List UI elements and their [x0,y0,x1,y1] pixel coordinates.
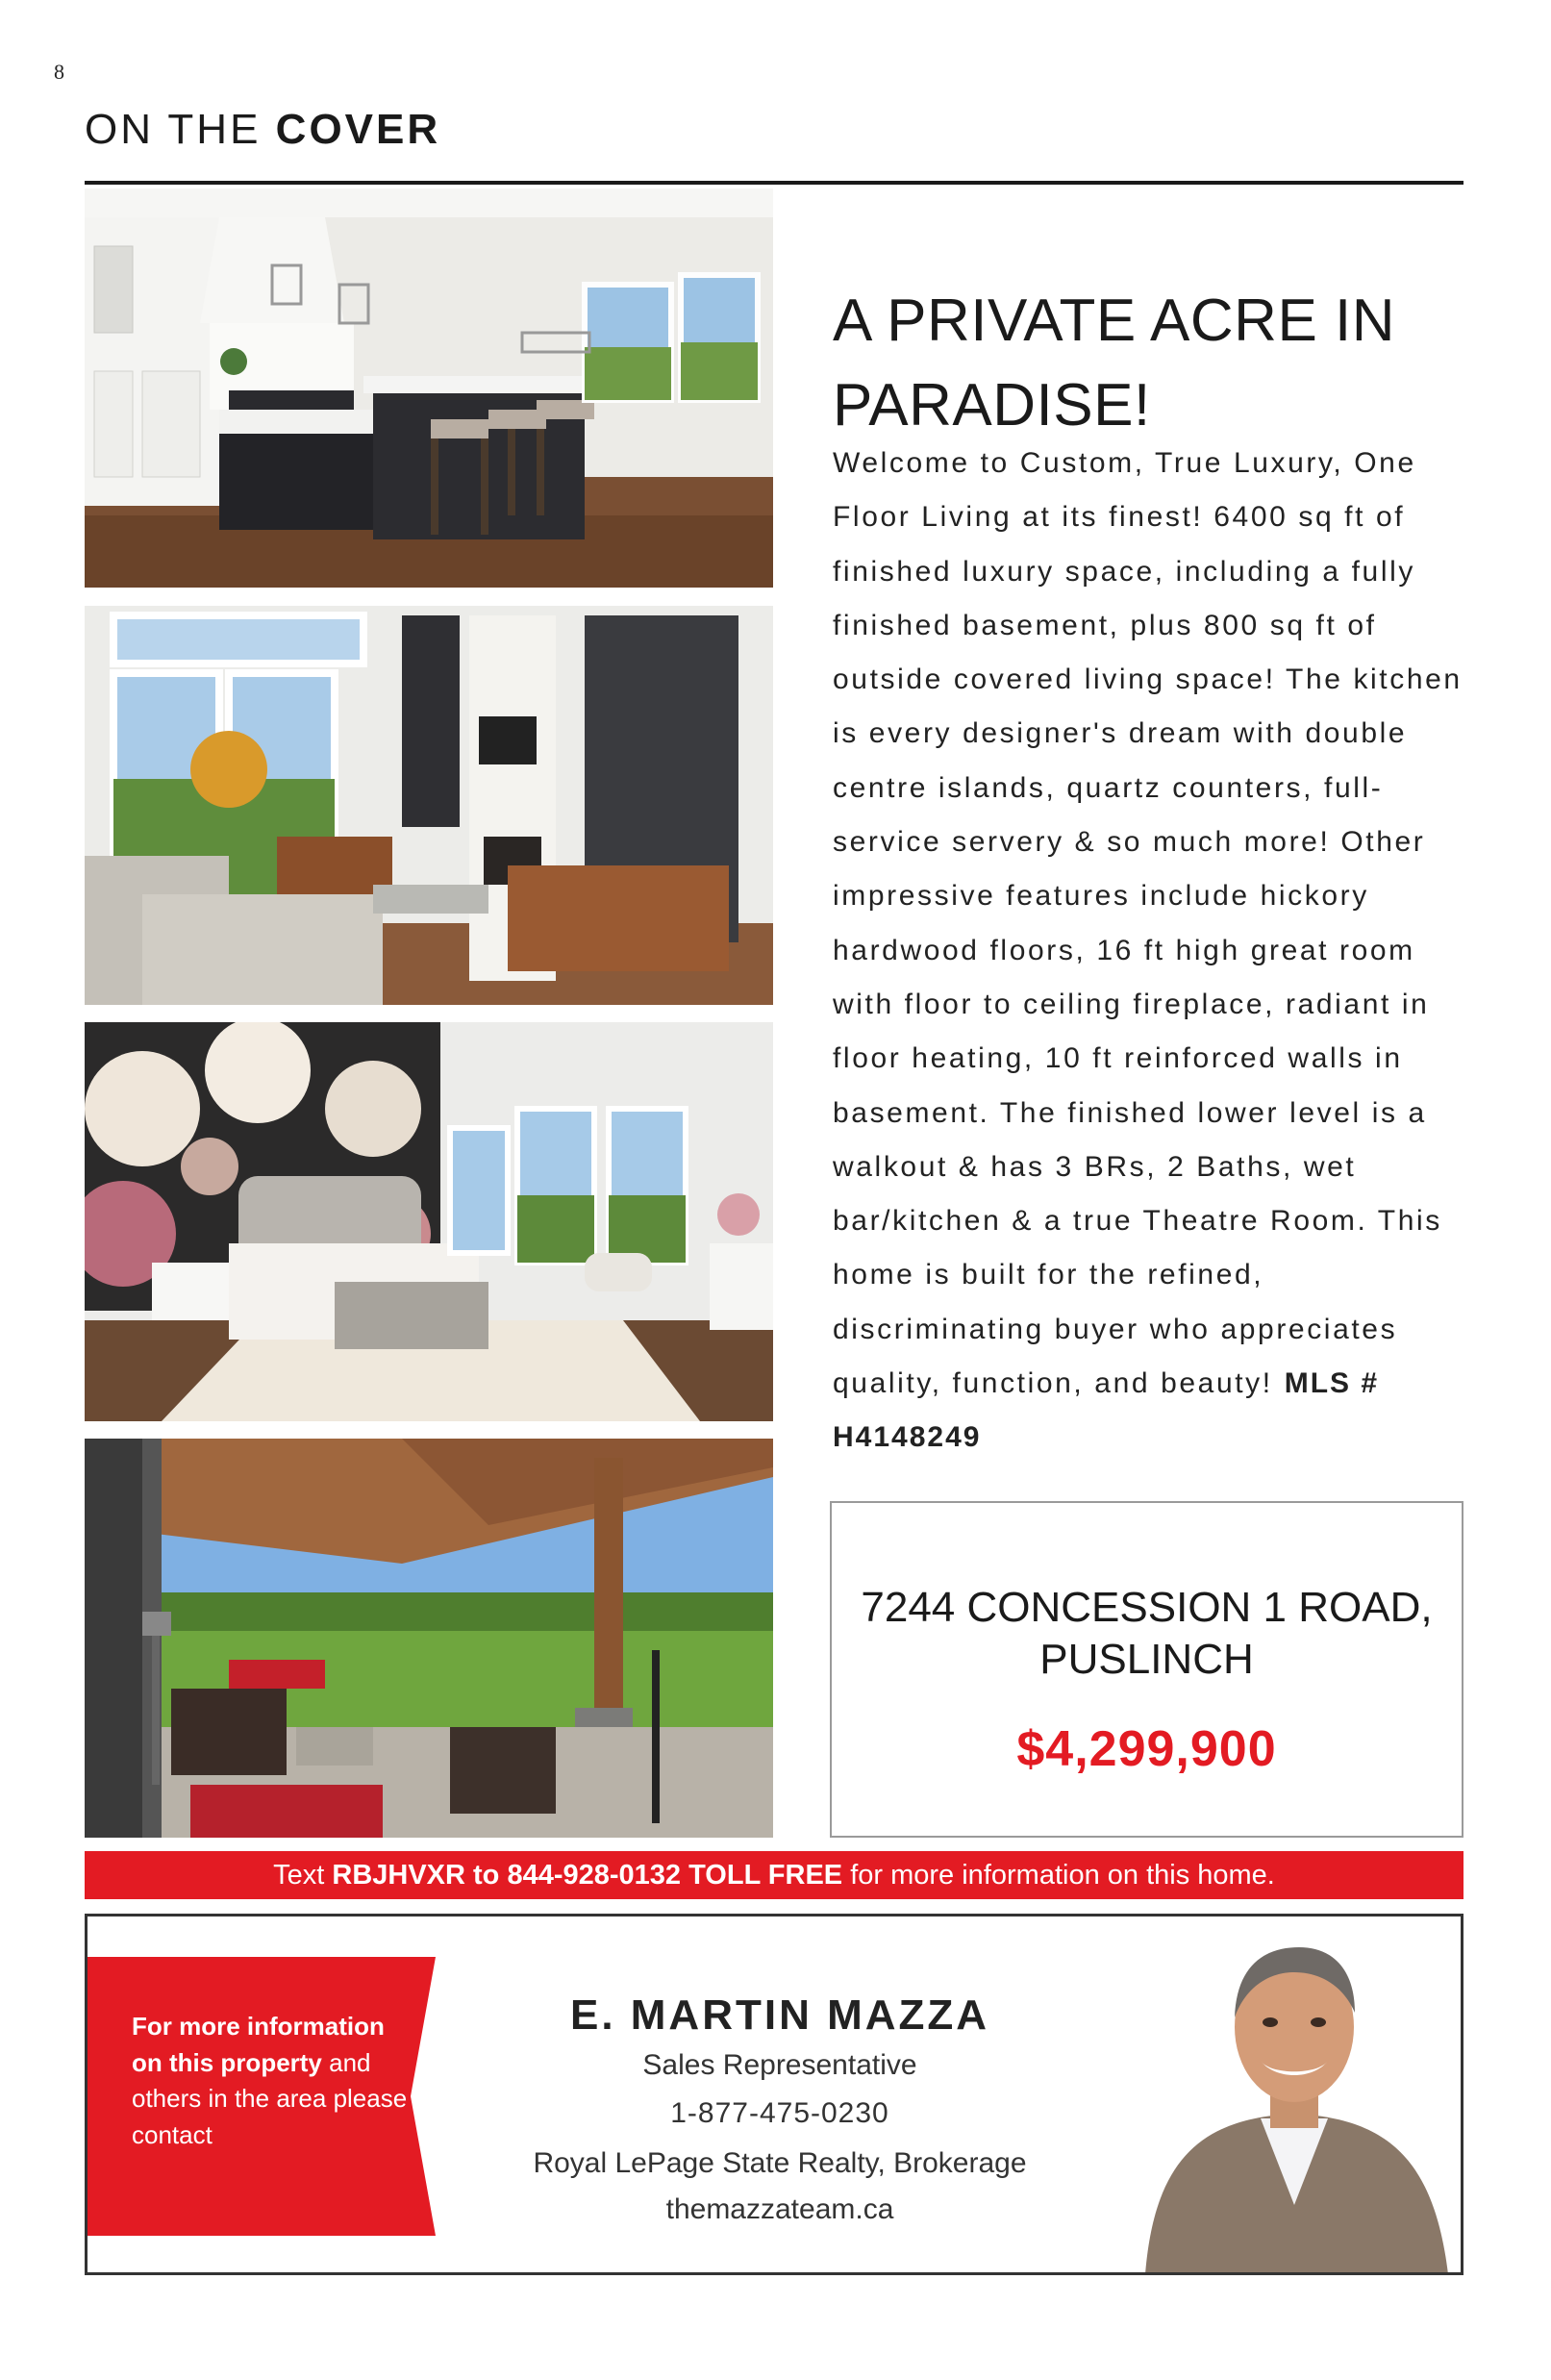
great-room-photo [85,606,773,1005]
text-info-banner [85,1851,1463,1899]
contact-prompt-bold: For more information on this property [132,2012,385,2077]
covered-patio-photo [85,1439,773,1838]
agent-phone[interactable]: 1-877-475-0230 [670,2097,889,2129]
bedroom-photo-art [85,1022,773,1421]
section-title-light: ON THE [85,106,262,153]
headline-line-1: A PRIVATE ACRE IN [833,288,1396,354]
bedroom-photo [85,1022,773,1421]
agent-portrait [1126,1917,1463,2274]
address-line-2: PUSLINCH [1039,1636,1254,1683]
kitchen-photo-art [85,188,773,588]
address-price-box [830,1501,1463,1838]
contact-prompt-rest: and others in the area please contact [132,2047,408,2149]
banner-code-number: RBJHVXR to 844-928-0132 TOLL FREE [332,1860,843,1891]
section-title [85,106,440,154]
agent-contact-box [85,1914,1463,2275]
agent-brokerage: Royal LePage State Realty, Brokerage [533,2147,1027,2179]
listing-headline [833,279,1467,448]
listing-price: $4,299,900 [1016,1721,1277,1777]
kitchen-photo [85,188,773,588]
mls-number: MLS # H4148249 [833,1367,1380,1454]
agent-name: E. MARTIN MAZZA [569,1992,990,2039]
property-address [832,1582,1462,1686]
listing-description [833,437,1467,1466]
agent-website[interactable]: themazzateam.ca [665,2193,894,2225]
great-room-photo-art [85,606,773,1005]
agent-title: Sales Representative [642,2049,917,2081]
section-rule [85,181,1463,185]
headline-line-2: PARADISE! [833,372,1151,438]
banner-suffix: for more information on this home. [842,1860,1275,1891]
banner-prefix: Text [273,1860,333,1891]
contact-prompt [132,2009,420,2153]
page-number: 8 [54,60,64,84]
address-line-1: 7244 CONCESSION 1 ROAD, [861,1584,1433,1631]
section-title-bold: COVER [275,106,441,153]
description-text: Welcome to Custom, True Luxury, One Floor Living at its finest! 6400 sq ft of finished luxury space, including a fully finished basement, plus 800 sq ft of outside covered living space! The kitchen is every designer's dream with double centre islands, quartz counters, full-service servery & so much more! Other impressive features include hickory hardwood floors, 16 ft high great room with floor to ceiling fireplace, radiant in floor heating, 10 ft reinforced walls in basement. The finished lower level is a walkout & has 3 BRs, 2 Baths, wet bar/kitchen & a true Theatre Room. This home is built for the refined, discriminating buyer who appreciates quality, function, and beauty! [833,447,1463,1400]
covered-patio-photo-art [85,1439,773,1838]
